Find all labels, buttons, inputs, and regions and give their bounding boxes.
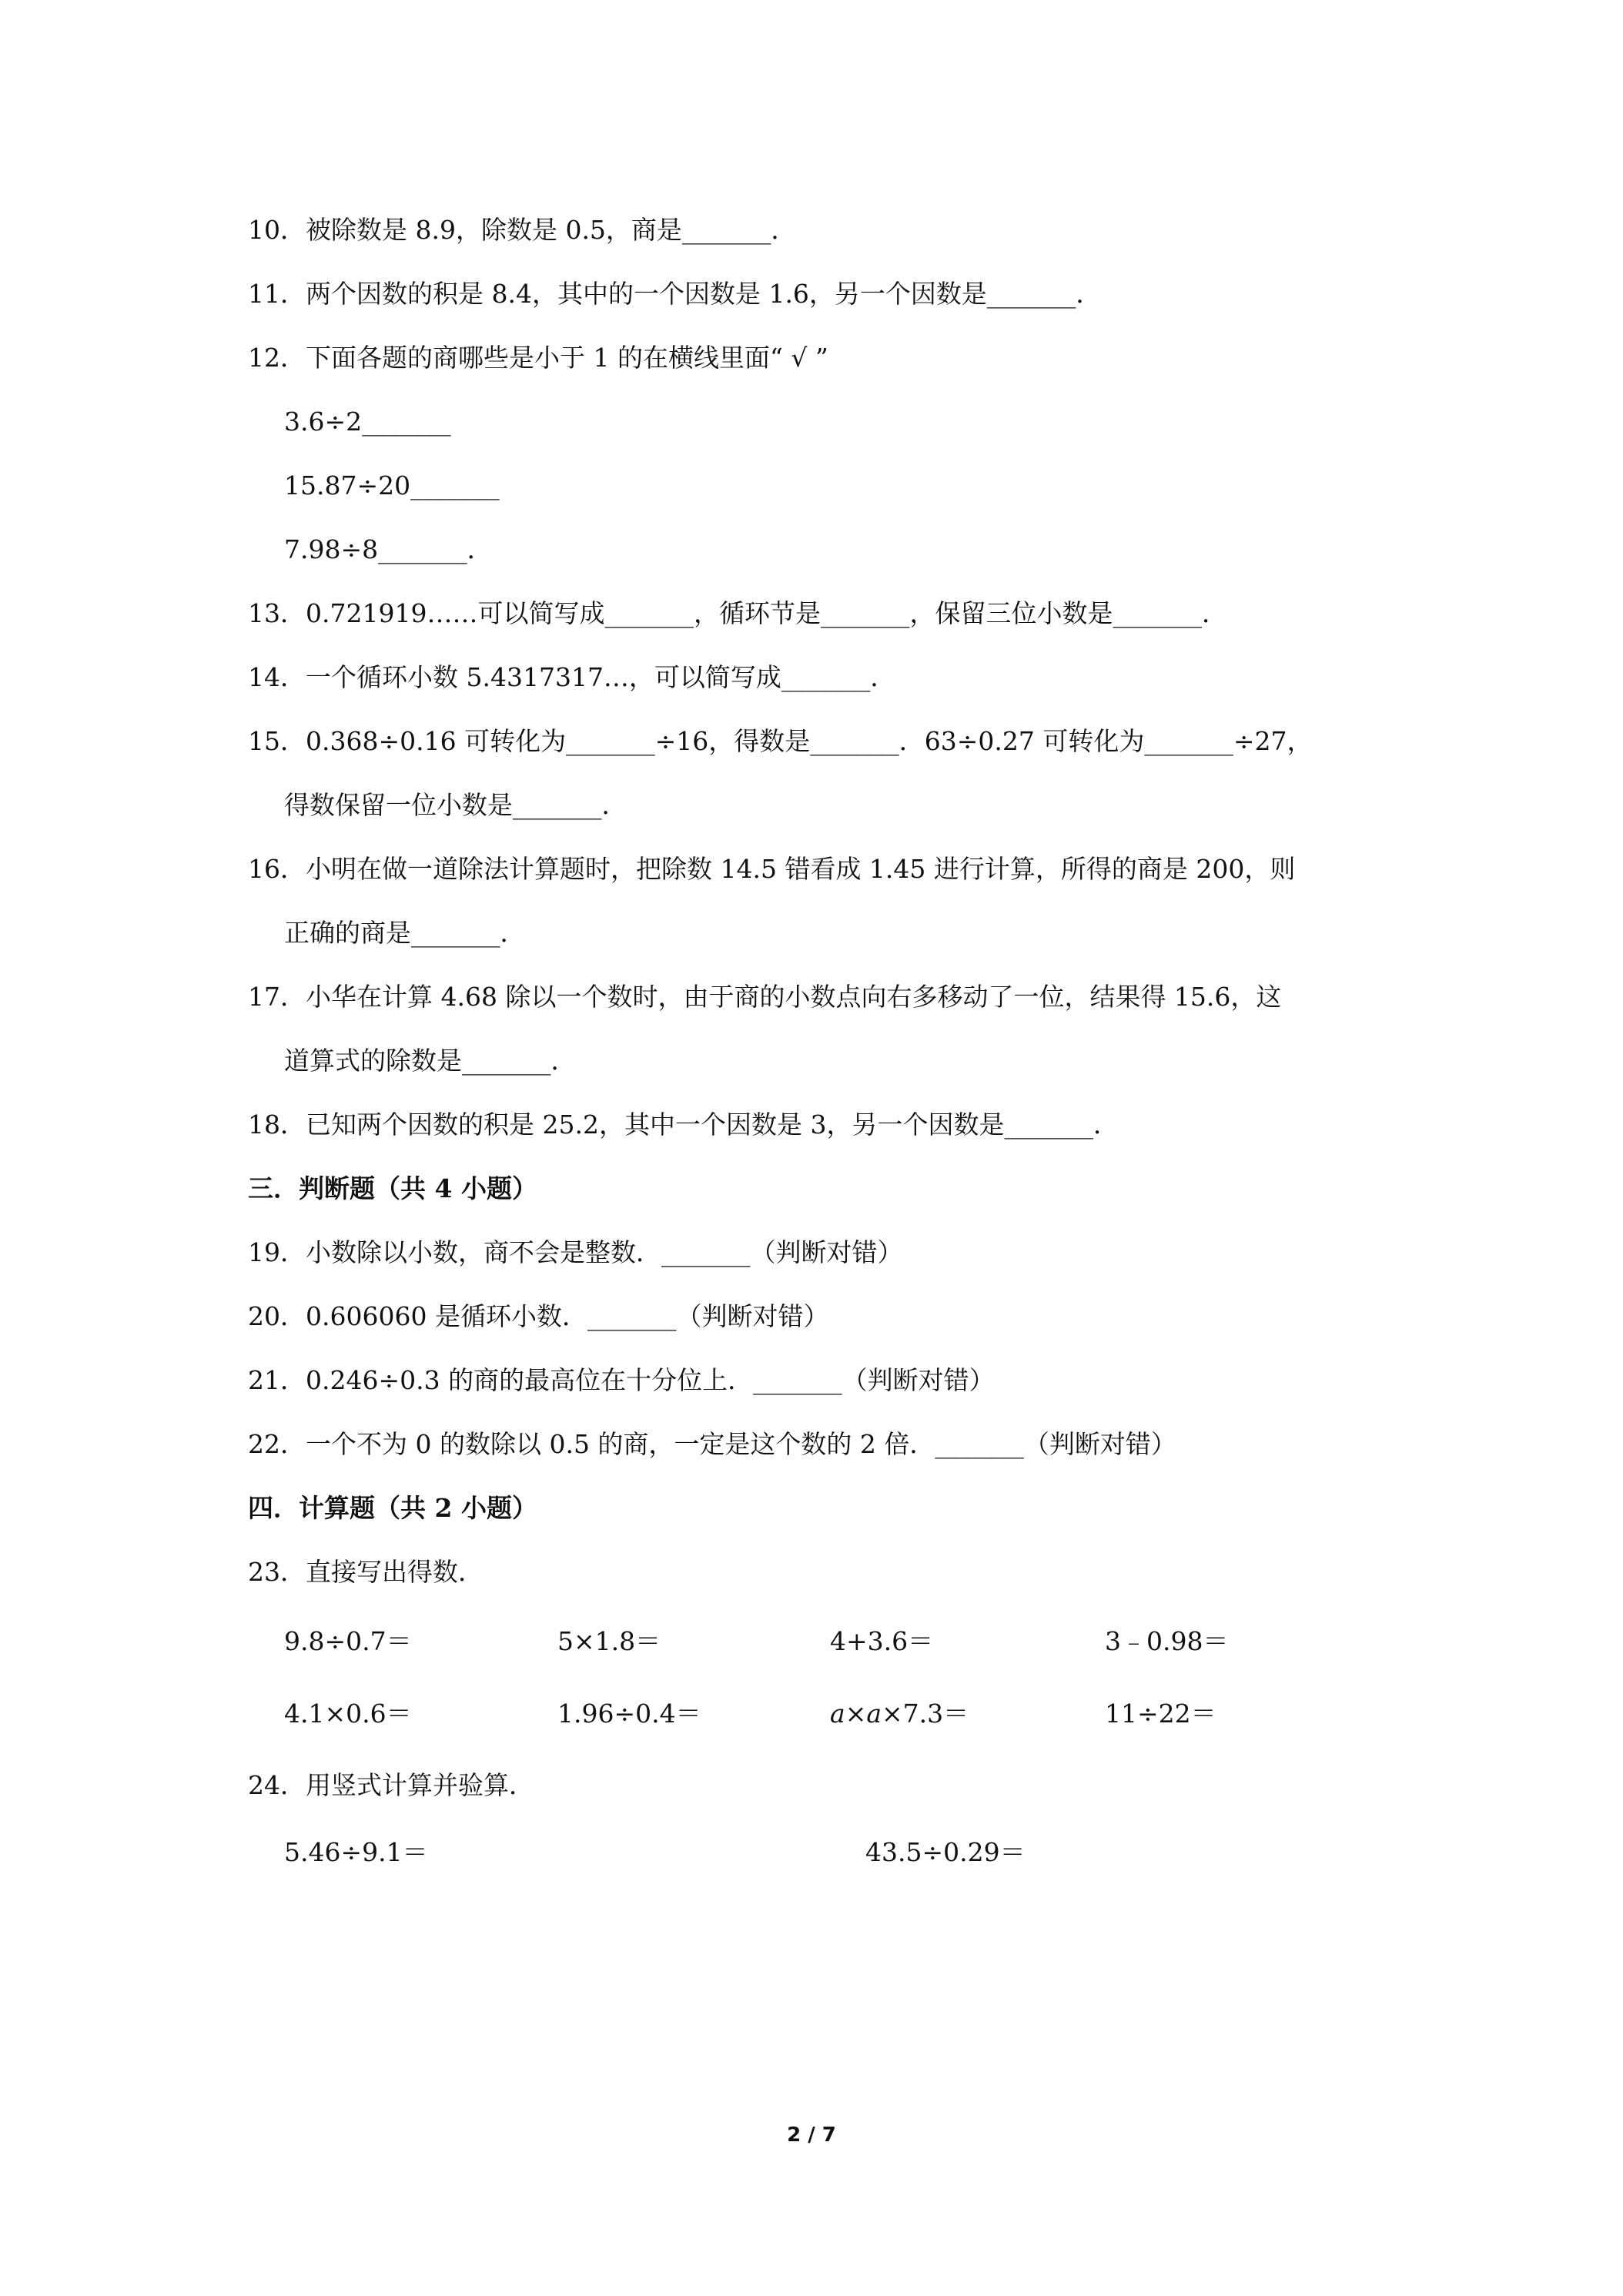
question-12-item-c: 7.98÷8_______．	[284, 534, 493, 564]
question-15-line-1: 15．0.368÷0.16 可转化为_______÷16，得数是_______．63÷0.27 可转化为_______÷27，	[248, 726, 1313, 756]
question-20: 20．0.606060 是循环小数．_______（判断对错）	[248, 1301, 829, 1331]
question-18: 18．已知两个因数的积是 25.2，其中一个因数是 3，另一个因数是_______．	[248, 1110, 1119, 1140]
variable-a: a	[866, 1699, 882, 1729]
variable-a: a	[830, 1699, 845, 1729]
question-22: 22．一个不为 0 的数除以 0.5 的商，一定是这个数的 2 倍．_______（判断对错）	[248, 1429, 1176, 1459]
question-11: 11．两个因数的积是 8.4，其中的一个因数是 1.6，另一个因数是_______．	[248, 279, 1102, 309]
question-12-item-a: 3.6÷2_______	[284, 407, 451, 437]
question-17-line-1: 17．小华在计算 4.68 除以一个数时，由于商的小数点向右多移动了一位，结果得 15.6，这	[248, 982, 1282, 1012]
question-13: 13．0.721919……可以简写成_______，循环节是_______，保留三位小数是_______．	[248, 598, 1227, 628]
q23-row2-item-2: 1.96÷0.4＝	[557, 1699, 701, 1729]
question-10: 10．被除数是 8.9，除数是 0.5，商是_______．	[248, 215, 797, 245]
question-12: 12．下面各题的商哪些是小于 1 的在横线里面“ √ ”	[248, 343, 828, 373]
question-12-item-b: 15.87÷20_______	[284, 470, 500, 500]
q23-row1-item-2: 5×1.8＝	[557, 1626, 661, 1656]
q24-item-1: 5.46÷9.1＝	[284, 1837, 428, 1867]
page-number: 2 / 7	[787, 2124, 836, 2147]
question-19: 19．小数除以小数，商不会是整数．_______（判断对错）	[248, 1237, 903, 1267]
q23-row2-item-4: 11÷22＝	[1105, 1699, 1216, 1729]
q23-row1-item-3: 4+3.6＝	[830, 1626, 934, 1656]
times-sign: ×	[845, 1699, 867, 1729]
question-17-line-2: 道算式的除数是_______．	[284, 1046, 577, 1076]
question-23: 23．直接写出得数．	[248, 1557, 484, 1587]
expression-rest: ×7.3＝	[882, 1699, 969, 1729]
q24-item-2: 43.5÷0.29＝	[865, 1837, 1026, 1867]
q23-row1-item-4: 3﹣0.98＝	[1105, 1626, 1229, 1656]
question-15-line-2: 得数保留一位小数是_______．	[284, 790, 627, 820]
question-24: 24．用竖式计算并验算．	[248, 1770, 534, 1800]
question-21: 21．0.246÷0.3 的商的最高位在十分位上．_______（判断对错）	[248, 1365, 995, 1395]
question-14: 14．一个循环小数 5.4317317…，可以简写成_______．	[248, 662, 896, 692]
question-16-line-1: 16．小明在做一道除法计算题时，把除数 14.5 错看成 1.45 进行计算，所得的商是 200，则	[248, 854, 1296, 884]
question-16-line-2: 正确的商是_______．	[284, 918, 526, 948]
q23-row1-item-1: 9.8÷0.7＝	[284, 1626, 412, 1656]
q23-row2-item-1: 4.1×0.6＝	[284, 1699, 412, 1729]
q23-row2-item-3	[830, 1699, 969, 1729]
section-3-heading: 三．判断题（共 4 小题）	[248, 1173, 537, 1203]
section-4-heading: 四．计算题（共 2 小题）	[248, 1493, 537, 1523]
